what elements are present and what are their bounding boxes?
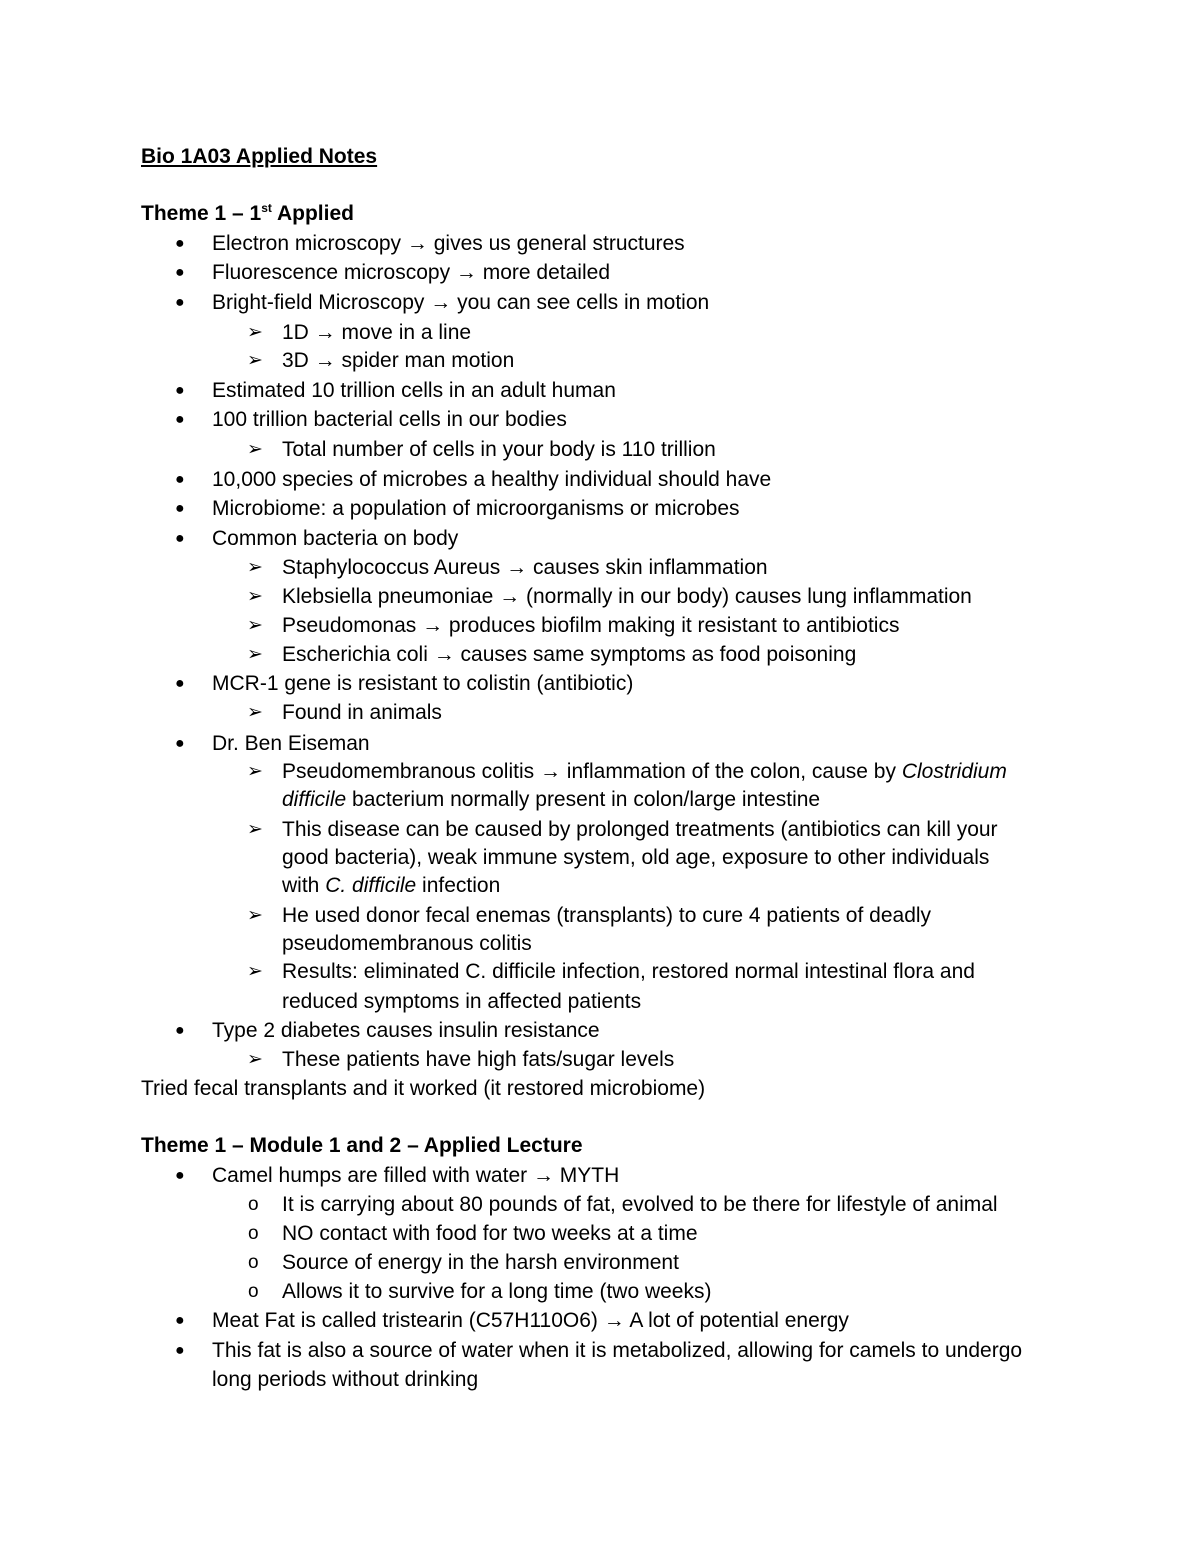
bullet-dot-icon: ● xyxy=(175,500,185,517)
arrowhead-bullet-icon: ➢ xyxy=(247,1049,263,1070)
arrowhead-bullet-icon: ➢ xyxy=(247,615,263,636)
list-item: Microbiome: a population of microorganisms or microbes xyxy=(212,497,740,520)
list-item: Common bacteria on body xyxy=(212,527,459,550)
arrowhead-bullet-icon: ➢ xyxy=(247,644,263,665)
arrowhead-bullet-icon: ➢ xyxy=(247,322,263,343)
sub-list-item-continuation xyxy=(282,786,820,814)
circle-bullet-icon: o xyxy=(248,1223,259,1244)
sub-list-item: Escherichia coli → causes same symptoms as food poisoning xyxy=(282,643,857,666)
bullet-dot-icon: ● xyxy=(175,235,185,252)
text-run: with xyxy=(282,874,326,897)
sub-list-item: Total number of cells in your body is 110 trillion xyxy=(282,438,716,461)
bullet-dot-icon: ● xyxy=(175,1312,185,1329)
circle-bullet-icon: o xyxy=(248,1281,259,1302)
bullet-dot-icon: ● xyxy=(175,294,185,311)
bullet-dot-icon: ● xyxy=(175,675,185,692)
list-item: 10,000 species of microbes a healthy individual should have xyxy=(212,468,772,491)
text-run: bacterium normally present in colon/large intestine xyxy=(346,788,821,811)
section1-heading-sup: st xyxy=(261,201,272,215)
bullet-dot-icon: ● xyxy=(175,264,185,281)
sub-list-item: 1D → move in a line xyxy=(282,321,472,344)
sub-list-item: NO contact with food for two weeks at a time xyxy=(282,1222,698,1245)
sub-list-item-continuation: pseudomembranous colitis xyxy=(282,932,532,955)
bullet-dot-icon: ● xyxy=(175,411,185,428)
list-item: This fat is also a source of water when it is metabolized, allowing for camels to undergo xyxy=(212,1339,1023,1362)
bullet-dot-icon: ● xyxy=(175,471,185,488)
sub-list-item: Results: eliminated C. difficile infection, restored normal intestinal flora and xyxy=(282,960,975,983)
list-item: 100 trillion bacterial cells in our bodies xyxy=(212,408,567,431)
sub-list-item: This disease can be caused by prolonged treatments (antibiotics can kill your xyxy=(282,818,998,841)
circle-bullet-icon: o xyxy=(248,1252,259,1273)
italic-run: C. difficile xyxy=(325,874,417,897)
circle-bullet-icon: o xyxy=(248,1194,259,1215)
arrowhead-bullet-icon: ➢ xyxy=(247,586,263,607)
arrowhead-bullet-icon: ➢ xyxy=(247,702,263,723)
list-item: Fluorescence microscopy → more detailed xyxy=(212,261,610,284)
arrowhead-bullet-icon: ➢ xyxy=(247,350,263,371)
list-item-continuation: long periods without drinking xyxy=(212,1368,479,1391)
italic-run: Clostridium xyxy=(901,760,1007,783)
bullet-dot-icon: ● xyxy=(175,1022,185,1039)
list-item: Electron microscopy → gives us general structures xyxy=(212,232,685,255)
sub-list-item: Pseudomonas → produces biofilm making it resistant to antibiotics xyxy=(282,614,900,637)
bullet-dot-icon: ● xyxy=(175,382,185,399)
list-item: Camel humps are filled with water → MYTH xyxy=(212,1164,620,1187)
bullet-dot-icon: ● xyxy=(175,735,185,752)
sub-list-item: Klebsiella pneumoniae → (normally in our body) causes lung inflammation xyxy=(282,585,972,608)
arrowhead-bullet-icon: ➢ xyxy=(247,557,263,578)
section1-heading-suffix: Applied xyxy=(271,202,354,225)
document-title: Bio 1A03 Applied Notes xyxy=(141,145,378,168)
section1-heading xyxy=(141,200,354,228)
arrowhead-bullet-icon: ➢ xyxy=(247,905,263,926)
arrowhead-bullet-icon: ➢ xyxy=(247,439,263,460)
list-item: Meat Fat is called tristearin (C57H110O6) → A lot of potential energy xyxy=(212,1309,849,1332)
list-item: Bright-field Microscopy → you can see cells in motion xyxy=(212,291,710,314)
section2-heading: Theme 1 – Module 1 and 2 – Applied Lecture xyxy=(141,1134,583,1157)
bullet-dot-icon: ● xyxy=(175,1167,185,1184)
paragraph: Tried fecal transplants and it worked (it restored microbiome) xyxy=(141,1077,706,1100)
arrowhead-bullet-icon: ➢ xyxy=(247,819,263,840)
sub-list-item: These patients have high fats/sugar levels xyxy=(282,1048,675,1071)
italic-run: difficile xyxy=(282,788,347,811)
list-item: Estimated 10 trillion cells in an adult human xyxy=(212,379,616,402)
sub-list-item: Found in animals xyxy=(282,701,442,724)
sub-list-item: Staphylococcus Aureus → causes skin inflammation xyxy=(282,556,768,579)
arrowhead-bullet-icon: ➢ xyxy=(247,961,263,982)
sub-list-item: He used donor fecal enemas (transplants) to cure 4 patients of deadly xyxy=(282,904,932,927)
sub-list-item-continuation: reduced symptoms in affected patients xyxy=(282,990,642,1013)
sub-list-item-continuation: good bacteria), weak immune system, old age, exposure to other individuals xyxy=(282,846,990,869)
sub-list-item: Allows it to survive for a long time (two weeks) xyxy=(282,1280,712,1303)
sub-list-item: It is carrying about 80 pounds of fat, evolved to be there for lifestyle of animal xyxy=(282,1193,998,1216)
sub-list-item: Source of energy in the harsh environment xyxy=(282,1251,679,1274)
section1-heading-prefix: Theme 1 – 1 xyxy=(141,202,262,225)
list-item: MCR-1 gene is resistant to colistin (antibiotic) xyxy=(212,672,634,695)
bullet-dot-icon: ● xyxy=(175,530,185,547)
text-run: Pseudomembranous colitis → inflammation of the colon, cause by xyxy=(282,760,902,783)
list-item: Dr. Ben Eiseman xyxy=(212,732,370,755)
list-item: Type 2 diabetes causes insulin resistance xyxy=(212,1019,600,1042)
text-run: infection xyxy=(416,874,501,897)
arrowhead-bullet-icon: ➢ xyxy=(247,761,263,782)
bullet-dot-icon: ● xyxy=(175,1342,185,1359)
sub-list-item-continuation xyxy=(282,872,500,900)
sub-list-item xyxy=(282,758,1007,786)
sub-list-item: 3D → spider man motion xyxy=(282,349,515,372)
